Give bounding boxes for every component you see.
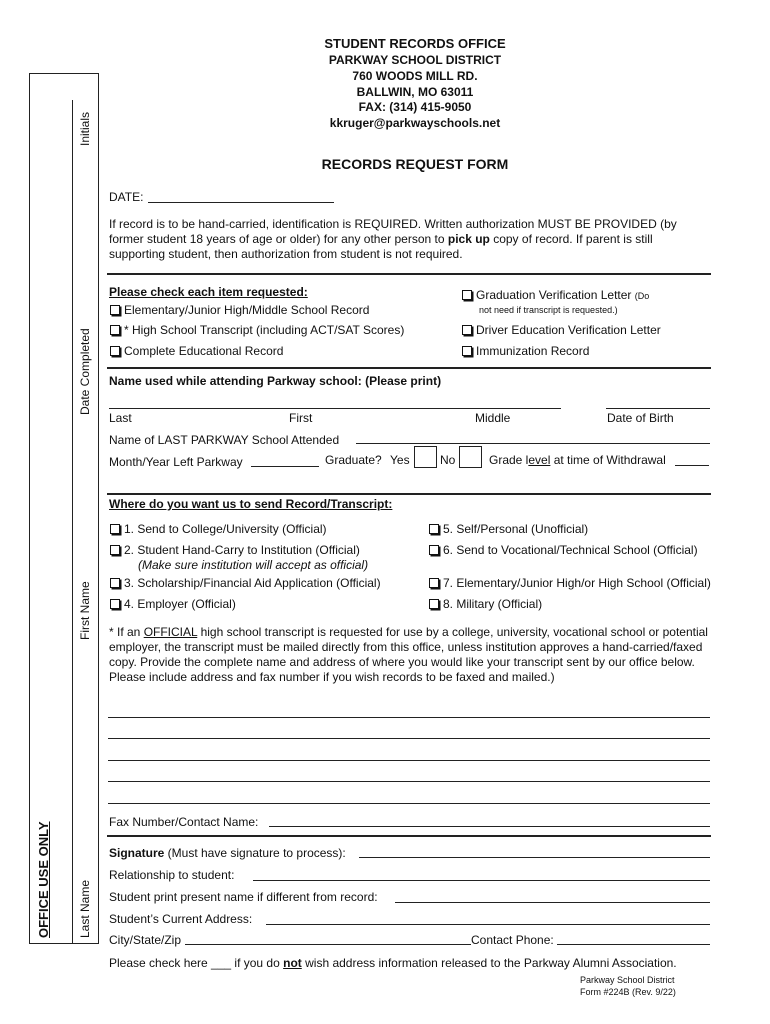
address-line[interactable] (108, 717, 710, 718)
address-line[interactable] (108, 738, 710, 739)
send-option-1[interactable]: 1. Send to College/University (Official) (110, 522, 327, 536)
date-field[interactable] (148, 202, 334, 203)
send-option-6[interactable]: 6. Send to Vocational/Technical School (Official) (429, 543, 698, 557)
no-box[interactable] (459, 446, 482, 468)
office-use-title: OFFICE USE ONLY (36, 821, 51, 938)
address-field[interactable] (266, 924, 710, 925)
check-items-heading: Please check each item requested: (109, 285, 308, 299)
check-driver-ed[interactable]: Driver Education Verification Letter (462, 323, 661, 337)
checkbox[interactable] (110, 524, 120, 534)
relationship-label: Relationship to student: (109, 868, 235, 882)
print-name-label: Student print present name if different from record: (109, 890, 378, 904)
header-district: PARKWAY SCHOOL DISTRICT (328, 53, 502, 67)
checkbox[interactable] (110, 545, 120, 555)
signature-field[interactable] (359, 857, 710, 858)
checkbox[interactable] (429, 545, 439, 555)
header-office: STUDENT RECORDS OFFICE (324, 36, 506, 51)
date-label: DATE: (109, 190, 144, 204)
name-field[interactable] (109, 408, 561, 409)
address-line[interactable] (108, 781, 710, 782)
checkbox[interactable] (462, 346, 472, 356)
check-graduation[interactable]: Graduation Verification Letter (Do (462, 288, 649, 302)
check-elementary[interactable]: Elementary/Junior High/Middle School Record (110, 303, 369, 317)
last-school-field[interactable] (356, 443, 710, 444)
section-rule-3 (107, 493, 711, 495)
relationship-field[interactable] (253, 880, 710, 881)
month-year-label: Month/Year Left Parkway (109, 455, 243, 469)
checkbox[interactable] (429, 599, 439, 609)
city-field[interactable] (185, 944, 471, 945)
dob-field[interactable] (606, 408, 710, 409)
send-option-8[interactable]: 8. Military (Official) (429, 597, 542, 611)
checkbox[interactable] (110, 578, 120, 588)
address-line[interactable] (108, 760, 710, 761)
section-rule-1 (107, 273, 711, 275)
sidebar-bottom-rule (29, 943, 99, 944)
checkbox[interactable] (429, 578, 439, 588)
form-title: RECORDS REQUEST FORM (321, 156, 509, 172)
dob-label: Date of Birth (607, 411, 674, 425)
header-fax: FAX: (314) 415-9050 (358, 100, 472, 114)
check-hs-transcript[interactable]: * High School Transcript (including ACT/SAT Scores) (110, 323, 404, 337)
send-option-2[interactable]: 2. Student Hand-Carry to Institution (Official) (110, 543, 360, 557)
sidebar-divider (72, 100, 73, 943)
last-name-label: Last Name (78, 879, 92, 938)
send-heading: Where do you want us to send Record/Transcript: (109, 497, 393, 511)
name-section-heading: Name used while attending Parkway school: (Please print) (109, 374, 442, 388)
checkbox[interactable] (110, 305, 120, 315)
check-complete[interactable]: Complete Educational Record (110, 344, 283, 358)
yes-box[interactable] (414, 446, 437, 468)
send-option-3[interactable]: 3. Scholarship/Financial Aid Application (Official) (110, 576, 381, 590)
send-option-5[interactable]: 5. Self/Personal (Unofficial) (429, 522, 588, 536)
checkbox[interactable] (110, 325, 120, 335)
checkbox[interactable] (462, 290, 472, 300)
checkbox[interactable] (110, 599, 120, 609)
phone-field[interactable] (557, 944, 710, 945)
middle-label: Middle (475, 411, 511, 425)
no-label: No (440, 453, 456, 467)
print-name-field[interactable] (395, 902, 710, 903)
city-label: City/State/Zip (109, 933, 182, 947)
send-option-2-note: (Make sure institution will accept as official) (138, 558, 369, 572)
checkbox[interactable] (462, 325, 472, 335)
yes-label: Yes (390, 453, 410, 467)
section-rule-4 (107, 835, 711, 837)
section-rule-2 (107, 367, 711, 369)
checkbox[interactable] (110, 346, 120, 356)
first-name-label: First Name (78, 581, 92, 640)
first-label: First (289, 411, 313, 425)
checkbox[interactable] (429, 524, 439, 534)
signature-label: Signature (Must have signature to process): (109, 846, 346, 860)
graduation-note: not need if transcript is requested.) (479, 305, 618, 315)
month-year-field[interactable] (251, 466, 319, 467)
send-option-7[interactable]: 7. Elementary/Junior High/or High School (Official) (429, 576, 711, 590)
address-line[interactable] (108, 803, 710, 804)
last-label: Last (109, 411, 132, 425)
alumni-opt-out[interactable]: Please check here ___ if you do not wish address information released to the Parkway Alumni Association. (109, 956, 677, 970)
graduate-label: Graduate? (325, 453, 382, 467)
grade-level-label: Grade level at time of Withdrawal (489, 453, 666, 467)
send-option-4[interactable]: 4. Employer (Official) (110, 597, 236, 611)
office-use-sidebar (29, 73, 99, 944)
header-street: 760 WOODS MILL RD. (352, 69, 478, 83)
footer-district: Parkway School District (580, 975, 675, 985)
grade-level-field[interactable] (675, 465, 709, 466)
address-label: Student’s Current Address: (109, 912, 253, 926)
header-city: BALLWIN, MO 63011 (356, 85, 474, 99)
official-note: * If an OFFICIAL high school transcript is requested for use by a college, university, vocational school or potential employer, the transcript must be mailed directly from this office, unless institution approves a hand-carried/faxed copy. Provide the complete name and address of where you would like your transcript sent by our office below. Please include address and fax number if you wish records to be faxed and mailed.) (109, 625, 708, 684)
phone-label: Contact Phone: (471, 933, 554, 947)
intro-paragraph: If record is to be hand-carried, identification is REQUIRED. Written authorization MUST BE PROVIDED (by former student 18 years of age or older) for any other person to pick up copy of record. If parent is still supporting student, then authorization from student is not required. (109, 217, 677, 261)
footer-form-number: Form #224B (Rev. 9/22) (580, 987, 676, 997)
fax-contact-label: Fax Number/Contact Name: (109, 815, 259, 829)
date-completed-label: Date Completed (78, 328, 92, 415)
header-email: kkruger@parkwayschools.net (329, 116, 501, 130)
last-school-label: Name of LAST PARKWAY School Attended (109, 433, 340, 447)
initials-label: Initials (78, 111, 92, 146)
check-immunization[interactable]: Immunization Record (462, 344, 589, 358)
fax-contact-field[interactable] (269, 826, 710, 827)
